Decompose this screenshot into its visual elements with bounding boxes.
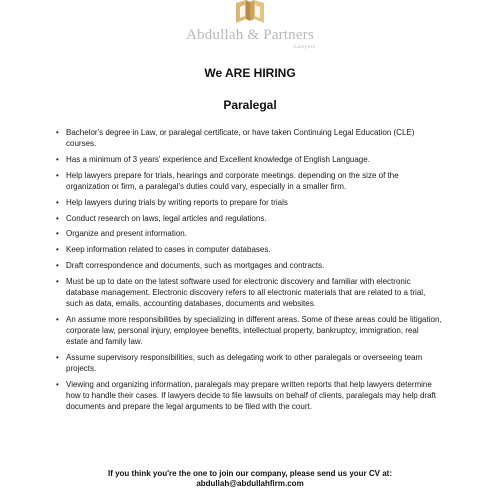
bullet-icon: • <box>56 213 59 223</box>
list-item-text: Conduct research on laws, legal articles and regulations. <box>66 213 267 223</box>
list-item-text: Has a minimum of 3 years' experience and Excellent knowledge of English Language. <box>66 154 370 164</box>
list-item-text: Draft correspondence and documents, such as mortgages and contracts. <box>66 261 325 271</box>
logo-subtitle: Lawyers <box>294 44 316 50</box>
list-item <box>56 314 442 347</box>
list-item-text: Help lawyers prepare for trials, hearings and corporate meetings. depending on the size of the organization or firm, a paralegal's duties could vary, especially in a smaller firm. <box>66 170 399 191</box>
bullet-icon: • <box>56 197 59 207</box>
list-item-text: Must be up to date on the latest software used for electronic discovery and familiar with electronic database management. Electronic discovery refers to all electronic materials that are related to a trial, such as data, emails, accounting databases, documents and websites. <box>66 277 426 309</box>
list-item <box>56 228 442 239</box>
bullet-icon: • <box>56 277 59 287</box>
list-item <box>56 197 442 208</box>
list-item-text: Keep information related to cases in computer databases. <box>66 245 271 255</box>
list-item-text: An assume more responsibilities by specializing in different areas. Some of these areas could be litigation, corporate law, personal injury, employee benefits, intellectual property, bankruptcy, immigration, real estate and family law. <box>66 315 442 347</box>
bullet-icon: • <box>56 128 59 137</box>
bullet-icon: • <box>56 379 59 389</box>
requirements-list <box>56 127 442 417</box>
bullet-icon: • <box>56 315 59 325</box>
logo-company-name: Abdullah & Partners <box>186 27 314 43</box>
list-item <box>56 213 442 224</box>
bullet-icon: • <box>56 229 59 239</box>
hiring-heading: We ARE HIRING <box>204 66 296 80</box>
bullet-icon: • <box>56 170 59 180</box>
contact-email: abdullah@abdullahfirm.com <box>196 479 304 488</box>
bullet-icon: • <box>56 154 59 164</box>
list-item <box>56 127 442 149</box>
list-item-text: Bachelor's degree in Law, or paralegal certificate, or have taken Continuing Legal Education (CLE) courses. <box>66 128 415 148</box>
bullet-icon: • <box>56 261 59 271</box>
list-item-text: Viewing and organizing information, paralegals may prepare written reports that help lawyers determine how to handle their cases. If lawyers decide to file lawsuits on behalf of clients, paralegals may help draft documents and prepare the legal arguments to be filed with the court. <box>66 379 436 411</box>
company-logo <box>0 0 500 56</box>
list-item <box>56 276 442 309</box>
list-item <box>56 154 442 165</box>
cv-instruction: If you think you're the one to join our company, please send us your CV at: <box>107 469 392 478</box>
list-item <box>56 244 442 255</box>
list-item <box>56 170 442 192</box>
logo-mark-icon <box>233 0 267 26</box>
list-item <box>56 260 442 271</box>
bullet-icon: • <box>56 245 59 255</box>
bullet-icon: • <box>56 352 59 362</box>
list-item <box>56 379 442 412</box>
list-item <box>56 352 442 374</box>
list-item-text: Help lawyers during trials by writing reports to prepare for trials <box>66 197 288 207</box>
list-item-text: Organize and present information. <box>66 229 187 239</box>
list-item-text: Assume supervisory responsibilities, such as delegating work to other paralegals or overseeing team projects. <box>66 352 423 373</box>
job-title: Paralegal <box>223 98 277 112</box>
